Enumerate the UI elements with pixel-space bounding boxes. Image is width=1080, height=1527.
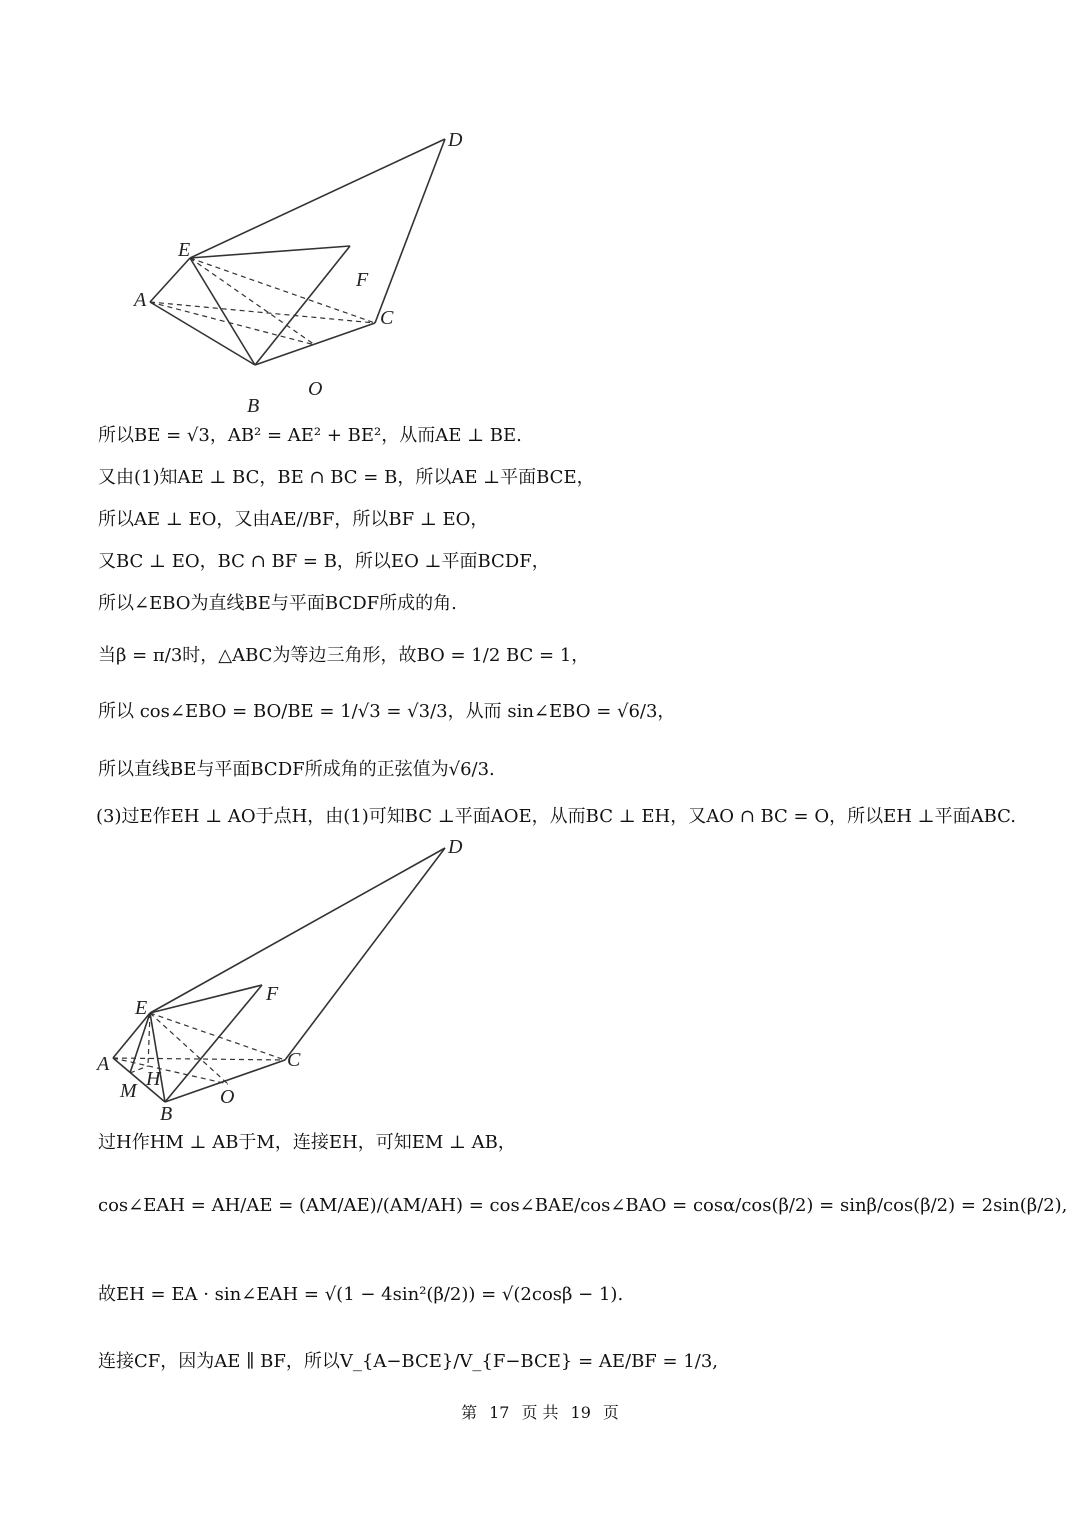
text-line-4: 又BC ⊥ EO，BC ∩ BF = B，所以EO ⊥平面BCDF， (98, 551, 550, 572)
label-F: F (266, 983, 279, 1005)
footer-page: 17 (489, 1403, 510, 1422)
label-M: M (120, 1080, 137, 1102)
label-E: E (178, 239, 191, 261)
label-E: E (135, 997, 148, 1019)
label-B: B (247, 395, 260, 417)
text-line-12: 故EH = EA · sin∠EAH = √(1 − 4sin²(β/2)) = √(2cosβ − 1). (98, 1284, 624, 1305)
text-line-11: cos∠EAH = AH/AE = (AM/AE)/(AM/AH) = cos∠BAE/cos∠BAO = cosα/cos(β/2) = sinβ/cos(β/2) = 2sin(β/2), (98, 1195, 1068, 1216)
label-A: A (134, 289, 147, 311)
label-C: C (380, 307, 394, 329)
label-C: C (287, 1049, 301, 1071)
figure-1 (90, 120, 490, 420)
footer-mid: 页 共 (521, 1403, 559, 1422)
label-O: O (220, 1086, 235, 1108)
text-line-13: 连接CF，因为AE ∥ BF，所以V_{A−BCE}/V_{F−BCE} = AE/BF = 1/3, (98, 1351, 719, 1372)
label-F: F (356, 269, 369, 291)
figure-2-diagram (90, 830, 490, 1130)
footer-total: 19 (570, 1403, 591, 1422)
footer-prefix: 第 (461, 1403, 478, 1422)
label-H: H (146, 1068, 161, 1090)
text-line-5: 所以∠EBO为直线BE与平面BCDF所成的角. (98, 593, 457, 614)
text-line-6: 当β = π/3时，△ABC为等边三角形，故BO = 1/2 BC = 1， (98, 645, 590, 666)
label-D: D (448, 836, 463, 858)
text-line-1: 所以BE = √3，AB² = AE² + BE²，从而AE ⊥ BE. (98, 425, 522, 446)
page-footer (0, 1400, 1080, 1423)
footer-suffix: 页 (602, 1403, 619, 1422)
label-O: O (308, 378, 323, 400)
label-A: A (97, 1053, 110, 1075)
figure-1-diagram (90, 120, 490, 420)
figure-2 (90, 830, 490, 1130)
text-line-10: 过H作HM ⊥ AB于M，连接EH，可知EM ⊥ AB， (98, 1132, 516, 1153)
text-line-2: 又由(1)知AE ⊥ BC，BE ∩ BC = B，所以AE ⊥平面BCE， (98, 467, 595, 488)
label-D: D (448, 129, 463, 151)
text-line-9: (3)过E作EH ⊥ AO于点H，由(1)可知BC ⊥平面AOE，从而BC ⊥ EH，又AO ∩ BC = O，所以EH ⊥平面ABC. (96, 806, 1017, 827)
label-B: B (160, 1103, 173, 1125)
text-line-7: 所以 cos∠EBO = BO/BE = 1/√3 = √3/3，从而 sin∠EBO = √6/3， (98, 701, 676, 722)
text-line-8: 所以直线BE与平面BCDF所成角的正弦值为√6/3. (98, 759, 495, 780)
text-line-3: 所以AE ⊥ EO，又由AE//BF，所以BF ⊥ EO， (98, 509, 489, 530)
